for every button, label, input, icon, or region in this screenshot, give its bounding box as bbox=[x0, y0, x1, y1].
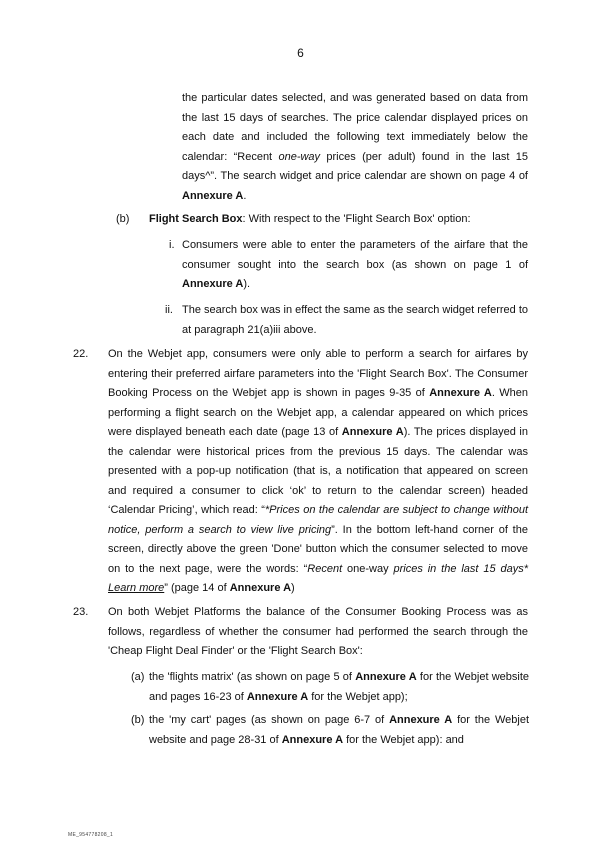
para-23: On both Webjet Platforms the balance of the Consumer Booking Process was as follows, regardless of whether the consumer had performed the search through the 'Cheap Flight Deal Finder' or the 'Flight Search Box': bbox=[108, 606, 528, 657]
sub-i-text: Consumers were able to enter the parameters of the airfare that the consumer sought into the search box (as shown on page 1 of bbox=[182, 239, 528, 271]
annexure-ref: Annexure A bbox=[389, 714, 453, 726]
continuation-text-2: prices (per adult) found in the last 15 days^”. The search widget and price calendar are shown on page 4 of bbox=[182, 150, 528, 182]
sub-i-label: i. bbox=[169, 239, 175, 251]
item-b-text: the 'my cart' pages (as shown on page 6-7 of bbox=[149, 714, 390, 726]
para-22-em-recent: Recent bbox=[307, 562, 343, 575]
sub-b-heading: Flight Search Box bbox=[149, 213, 243, 225]
item-b-label: (b) bbox=[131, 714, 145, 726]
para-23-number: 23. bbox=[73, 606, 89, 618]
annexure-ref: Annexure A bbox=[246, 690, 309, 703]
para-22-quote: *Prices on the calendar are subject to change without notice, perform a search to view live pricing bbox=[108, 504, 528, 536]
continuation-em: one-way bbox=[278, 150, 321, 163]
annexure-ref: Annexure A bbox=[429, 387, 492, 399]
annexure-ref: Annexure A bbox=[281, 733, 344, 746]
sub-i-end: ). bbox=[243, 278, 251, 290]
item-b-end: for the Webjet app): and bbox=[343, 733, 464, 746]
sub-b-text: : With respect to the 'Flight Search Box' option: bbox=[242, 213, 471, 225]
learn-more-link: Learn more bbox=[108, 582, 165, 594]
item-a bbox=[149, 668, 529, 707]
annexure-ref: Annexure A bbox=[182, 189, 244, 202]
para-22-text-c: ). The prices displayed in the calendar were historical prices from the previous 15 days. The calendar was presented with a pop-up notification (that is, a notification that appeared on screen and required a consumer to click ‘ok’ to return to the calendar screen) headed ‘Calendar Pricing’, which read: “ bbox=[108, 426, 528, 516]
sub-ii-label: ii. bbox=[165, 304, 173, 316]
item-a-text: the 'flights matrix' (as shown on page 5 of bbox=[149, 671, 356, 683]
page-number: 6 bbox=[297, 46, 304, 60]
para-22-text-a: On the Webjet app, consumers were only able to perform a search for airfares by entering their preferred airfare parameters into the 'Flight Search Box'. The Consumer Booking Process on the Webjet app is shown in pages 9-35 of bbox=[108, 348, 528, 399]
para-22-text-f: ” (page 14 of bbox=[164, 582, 230, 594]
item-b-mid: for the Webjet website and page 28-31 of bbox=[149, 714, 530, 746]
item-a-end: for the Webjet app); bbox=[308, 690, 408, 703]
annexure-ref: Annexure A bbox=[355, 671, 417, 683]
para-22-number: 22. bbox=[73, 348, 89, 360]
item-b bbox=[149, 711, 529, 750]
continuation-paragraph bbox=[182, 89, 528, 206]
annexure-ref: Annexure A bbox=[182, 278, 244, 290]
para-22-text-e: one-way bbox=[342, 562, 394, 575]
para-22-text-b: . When performing a flight search on the Webjet app, a calendar appeared on which prices were displayed beneath each date (page 13 of bbox=[108, 387, 528, 438]
continuation-text-3: . bbox=[243, 189, 247, 202]
sub-i-paragraph bbox=[182, 236, 528, 295]
document-footer-code: ME_954778208_1 bbox=[68, 832, 114, 838]
item-a-mid: for the Webjet website and pages 16-23 of bbox=[149, 671, 530, 703]
para-22 bbox=[108, 345, 528, 599]
sub-b-label: (b) bbox=[116, 213, 130, 225]
annexure-ref: Annexure A bbox=[341, 426, 404, 438]
continuation-text-1: the particular dates selected, and was generated based on data from the last 15 days of searches. The price calendar displayed prices on each date and included the following text immediately below the calendar: “Recent bbox=[182, 92, 528, 163]
sub-b-paragraph bbox=[149, 210, 529, 230]
para-22-text-g: ) bbox=[291, 582, 295, 594]
item-a-label: (a) bbox=[131, 671, 145, 683]
sub-ii-paragraph: The search box was in effect the same as the search widget referred to at paragraph 21(a)iii above. bbox=[182, 304, 528, 336]
annexure-ref: Annexure A bbox=[229, 582, 292, 594]
para-22-em-prices: prices in the last 15 days* bbox=[393, 562, 528, 575]
para-22-text-d: ”. In the bottom left-hand corner of the screen, directly above the green 'Done' button which the consumer selected to move on to the next page, were the words: “ bbox=[108, 523, 528, 575]
